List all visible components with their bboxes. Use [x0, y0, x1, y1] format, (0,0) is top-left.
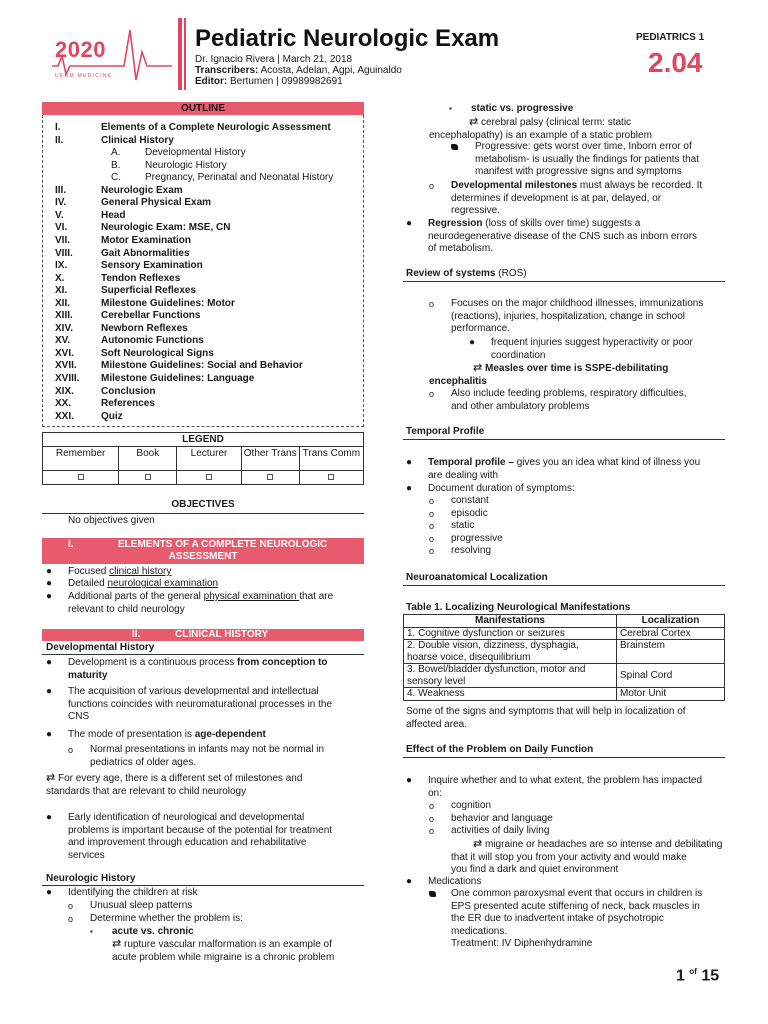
section-1-heading	[42, 538, 364, 564]
table-cell: Motor Unit	[617, 688, 725, 701]
outline-item-label: Gait Abnormalities	[101, 247, 190, 259]
section-2-title: CLINICAL HISTORY	[175, 629, 269, 640]
table-caption: Table 1. Localizing Neurological Manifestations	[406, 602, 631, 613]
objectives-rule	[42, 513, 364, 514]
page-current: 1	[676, 967, 685, 985]
outline-item-label: Milestone Guidelines: Social and Behavior	[101, 360, 303, 372]
outline-item-number: IV.	[55, 197, 67, 209]
ros-item-1: o Focuses on the major childhood illnesses, immunizations (reactions), injuries, hospitalization, change in school performance.	[429, 298, 704, 334]
outline-item-label: Neurologic Exam: MSE, CN	[101, 222, 231, 234]
regression-bullet: ● Regression (loss of skills over time) suggests a neurodegenerative disease of the CNS such as inborn errors of metabolism.	[406, 218, 698, 254]
list-item: o progressive	[429, 532, 503, 544]
dev-bullet-3-sub: o Normal presentations in infants may not be normal in pediatrics of older ages.	[68, 744, 325, 768]
static-vs-progressive: ▪ static vs. progressive	[449, 103, 574, 114]
table-cell: Spinal Cord	[617, 664, 725, 688]
lecturer-arrow-icon: ⇄	[46, 772, 56, 784]
transcribers-line	[195, 65, 402, 76]
legend-col-book: Book	[119, 447, 177, 471]
outline-item-label: Soft Neurological Signs	[101, 347, 214, 359]
effect-rule	[403, 757, 725, 758]
outline-item-label: Sensory Examination	[101, 260, 203, 272]
outline-item-number: XVI.	[55, 347, 74, 359]
legend-checkbox	[299, 471, 363, 485]
ros-item-1a: ● frequent injuries suggest hyperactivity or poor coordination	[469, 337, 693, 361]
outline-item-number: XIX.	[55, 385, 74, 397]
table-row	[404, 640, 725, 664]
outline-item-number: XIII.	[55, 310, 73, 322]
outline-item	[55, 235, 355, 247]
table-cell: 4. Weakness	[404, 688, 617, 701]
outline-item-number: XVII.	[55, 360, 77, 372]
ros-rule	[403, 281, 725, 282]
outline-item	[55, 398, 355, 410]
duration-list	[429, 495, 629, 558]
list-item: o cognition	[429, 800, 492, 811]
legend-checkbox	[119, 471, 177, 485]
outline-item	[55, 197, 355, 209]
outline-item-number: I.	[55, 122, 61, 133]
table-row	[404, 627, 725, 640]
outline-item	[55, 285, 355, 297]
lecturer-note-migraine: ⇄ migraine or headaches are so intense and debilitating that it will stop you from your activity and would make you find a dark and quiet environment	[451, 838, 723, 875]
outline-item-label: General Physical Exam	[101, 197, 212, 209]
table-cell: Brainstem	[617, 640, 725, 664]
outline-item	[55, 185, 355, 197]
legend-col-trans-comm: Trans Comm	[299, 447, 363, 471]
developmental-history-heading: Developmental History	[46, 642, 155, 653]
outline-item	[55, 360, 355, 372]
list-item: ● Detailed neurological examination	[46, 578, 219, 589]
outline-item-label: Quiz	[101, 410, 123, 422]
header-divider	[184, 18, 186, 90]
neuro-bullet-1b1: ▪ acute vs. chronic	[90, 926, 194, 937]
lecturer-note-acute: ⇄ rupture vascular malformation is an example of acute problem while migraine is a chronic problem	[112, 938, 335, 963]
lecturer-arrow-icon: ⇄	[473, 362, 483, 374]
legend-col-remember: Remember	[43, 447, 119, 471]
outline-item-number: VIII.	[55, 247, 73, 259]
outline-item	[55, 273, 355, 285]
outline-item-label: Motor Examination	[101, 234, 192, 246]
legend-col-lecturer: Lecturer	[177, 447, 241, 471]
outline-item-label: Clinical History	[101, 134, 174, 146]
outline-list	[55, 122, 355, 422]
outline-item-number: VI.	[55, 222, 68, 234]
developmental-history-rule	[42, 654, 364, 655]
outline-item	[55, 160, 355, 172]
outline-item	[55, 386, 355, 398]
neurologic-history-rule	[42, 885, 364, 886]
outline-item	[55, 323, 355, 335]
outline-item	[55, 222, 355, 234]
lecturer-arrow-icon: ⇄	[112, 938, 122, 950]
outline-item	[55, 348, 355, 360]
outline-item-number: II.	[55, 134, 64, 146]
outline-item	[55, 122, 355, 134]
temporal-profile-heading: Temporal Profile	[406, 426, 485, 437]
outline-item-label: Pregnancy, Perinatal and Neonatal History	[145, 172, 334, 184]
effect-heading: Effect of the Problem on Daily Function	[406, 744, 594, 755]
table-row	[404, 688, 725, 701]
page-number	[676, 966, 719, 983]
outline-item-label: Newborn Reflexes	[101, 322, 188, 334]
outline-item-label: Developmental History	[145, 147, 246, 159]
dev-bullet-1: ● Development is a continuous process from conception to maturity	[46, 657, 328, 681]
outline-item-label: References	[101, 398, 155, 410]
outline-item	[55, 373, 355, 385]
outline-item-number: XII.	[55, 297, 71, 309]
lecturer-note-measles: ⇄ Measles over time is SSPE-debilitating encephalitis	[429, 362, 669, 387]
page-total: 15	[701, 967, 720, 985]
list-item: o resolving	[429, 545, 492, 556]
outline-item	[55, 210, 355, 222]
outline-item	[55, 411, 355, 423]
outline-item-number: IX.	[55, 260, 68, 272]
legend-checkbox	[43, 471, 119, 485]
legend-col-other-trans: Other Trans	[241, 447, 299, 471]
page-of: of	[689, 967, 697, 976]
outline-item	[55, 298, 355, 310]
section-1-title-line2: ASSESSMENT	[168, 551, 238, 562]
neuroanatomical-rule	[403, 585, 725, 586]
neuro-bullet-1a: o Unusual sleep patterns	[68, 900, 193, 911]
section-2-number: II.	[132, 629, 141, 640]
outline-item	[55, 172, 355, 184]
dev-bullet-3: ● The mode of presentation is age-dependent	[46, 729, 266, 740]
temporal-bullet-1: ● Temporal profile – gives you an idea what kind of illness you are dealing with	[406, 457, 701, 481]
section-1-number: I.	[68, 539, 74, 550]
legend-title: LEGEND	[43, 433, 364, 447]
lecturer-line: Dr. Ignacio Rivera | March 21, 2018	[195, 54, 353, 65]
table-cell: Cerebral Cortex	[617, 627, 725, 640]
outline-item-number: XX.	[55, 398, 72, 410]
table-cell: 1. Cognitive dysfunction or seizures	[404, 627, 617, 640]
editor: Bertumen | 09989982691	[230, 76, 343, 87]
section-1-bullets	[46, 566, 364, 617]
objectives-text: No objectives given	[68, 515, 155, 526]
neuroanatomical-heading: Neuroanatomical Localization	[406, 572, 548, 583]
outline-item-label: Elements of a Complete Neurologic Assessment	[101, 122, 331, 133]
outline-subitem-letter: B.	[111, 159, 121, 171]
outline-item-label: Head	[101, 209, 126, 221]
table-row	[404, 664, 725, 688]
book-icon	[451, 144, 458, 150]
ros-heading: Review of systems (ROS)	[406, 268, 527, 279]
outline-item	[55, 260, 355, 272]
checkbox-icon	[145, 474, 151, 480]
page-title: Pediatric Neurologic Exam	[195, 25, 500, 52]
list-item: o behavior and language	[429, 812, 553, 824]
lecturer-arrow-icon: ⇄	[473, 838, 483, 850]
outline-item-number: XI.	[55, 285, 68, 297]
outline-item	[55, 147, 355, 159]
outline-item-number: XXI.	[55, 410, 74, 422]
book-note-eps: One common paroxysmal event that occurs in children is EPS presented acute stiffening of neck, back muscles in the ER due to inadvertent intake of psychotropic medications. Treatment: IV Diphenhydramine	[429, 888, 723, 951]
legend-checkbox	[241, 471, 299, 485]
outline-subitem-letter: A.	[111, 147, 121, 159]
logo-subtitle: UERM MEDICINE	[55, 73, 113, 79]
book-icon	[429, 891, 436, 897]
dev-bullet-4: ● Early identification of neurological and developmental problems is important because of the potential for treatment and improvement through education and rehabilitative services	[46, 812, 333, 861]
effect-items	[429, 800, 689, 838]
lecturer-note-1: ⇄ For every age, there is a different set of milestones and standards that are relevant to child neurology	[46, 772, 303, 797]
list-item: o episodic	[429, 507, 488, 519]
outline-item-label: Milestone Guidelines: Motor	[101, 297, 235, 309]
checkbox-icon	[328, 474, 334, 480]
outline-item-number: X.	[55, 272, 65, 284]
effect-bullet-1: ● Inquire whether and to what extent, the problem has impacted on:	[406, 775, 703, 799]
course-label: PEDIATRICS 1	[636, 32, 705, 43]
logo	[52, 22, 172, 84]
temporal-profile-rule	[403, 439, 725, 440]
outline-item-label: Tendon Reflexes	[101, 272, 181, 284]
transcribers-label: Transcribers:	[195, 65, 259, 76]
localization-table	[403, 614, 725, 701]
lecturer-arrow-icon: ⇄	[469, 116, 479, 128]
outline-item-label: Neurologic Exam	[101, 184, 183, 196]
outline-item-label: Superficial Reflexes	[101, 285, 197, 297]
legend-table	[42, 432, 364, 485]
transcribers: Acosta, Adelan, Agpi, Aguinaldo	[260, 65, 402, 76]
outline-item	[55, 135, 355, 147]
logo-year: 2020	[55, 37, 106, 62]
list-item: ● Focused clinical history	[46, 566, 172, 577]
list-item: o activities of daily living	[429, 825, 550, 836]
outline-item-number: XV.	[55, 335, 71, 347]
outline-item-number: III.	[55, 184, 67, 196]
outline-item-label: Conclusion	[101, 385, 156, 397]
temporal-bullet-2: ● Document duration of symptoms:	[406, 483, 575, 494]
list-item: o constant	[429, 495, 489, 506]
neuro-bullet-1: ● Identifying the children at risk	[46, 887, 198, 898]
outline-item-label: Autonomic Functions	[101, 335, 204, 347]
book-note-progressive: Progressive: gets worst over time, Inborn error of metabolism- is usually the findings for patients that manifest with progressive signs and symptoms	[451, 141, 723, 179]
outline-item-label: Milestone Guidelines: Language	[101, 373, 255, 384]
editor-label: Editor:	[195, 76, 228, 87]
outline-heading: OUTLINE	[42, 102, 364, 115]
legend-checkbox	[177, 471, 241, 485]
table-cell: 2. Double vision, dizziness, dysphagia, hoarse voice, disequilibrium	[404, 640, 617, 664]
outline-item-number: XVIII.	[55, 373, 80, 384]
table-header-localization: Localization	[617, 615, 725, 628]
dev-bullet-2: ● The acquisition of various developmental and intellectual functions coincides with neuromaturational processes in the CNS	[46, 686, 333, 722]
checkbox-icon	[206, 474, 212, 480]
document-number: 2.04	[648, 47, 703, 78]
outline-item-number: V.	[55, 209, 64, 221]
ros-item-2: o Also include feeding problems, respiratory difficulties, and other ambulatory problems	[429, 388, 687, 412]
section-1-title-line1: ELEMENTS OF A COMPLETE NEUROLOGIC	[118, 539, 328, 550]
lecturer-note-static: ⇄ cerebral palsy (clinical term: static encephalopathy) is an example of a static problem	[429, 116, 652, 141]
developmental-milestones: o Developmental milestones must always be recorded. It determines if development is at par, delayed, or regressive.	[429, 180, 703, 216]
table-header-manifestations: Manifestations	[404, 615, 617, 628]
outline-item-label: Neurologic History	[145, 159, 227, 171]
outline-item-number: XIV.	[55, 322, 73, 334]
outline-item	[55, 335, 355, 347]
outline-item	[55, 248, 355, 260]
neuro-bullet-1b: o Determine whether the problem is:	[68, 913, 243, 924]
outline-item	[55, 310, 355, 322]
checkbox-icon	[78, 474, 84, 480]
section-2-heading	[42, 629, 364, 641]
outline-item-number: VII.	[55, 234, 71, 246]
outline-item-label: Cerebellar Functions	[101, 310, 201, 322]
list-item: ● Additional parts of the general physical examination that are relevant to child neurology	[46, 591, 334, 615]
outline-subitem-letter: C.	[111, 172, 121, 184]
editor-line	[195, 76, 343, 87]
checkbox-icon	[267, 474, 273, 480]
medications-bullet: ● Medications	[406, 876, 482, 887]
table-note: Some of the signs and symptoms that will help in localization of affected area.	[406, 706, 686, 730]
neurologic-history-heading: Neurologic History	[46, 873, 136, 884]
header-divider	[178, 18, 182, 90]
list-item: o static	[429, 520, 475, 531]
table-cell: 3. Bowel/bladder dysfunction, motor and sensory level	[404, 664, 617, 688]
objectives-heading: OBJECTIVES	[171, 499, 235, 510]
